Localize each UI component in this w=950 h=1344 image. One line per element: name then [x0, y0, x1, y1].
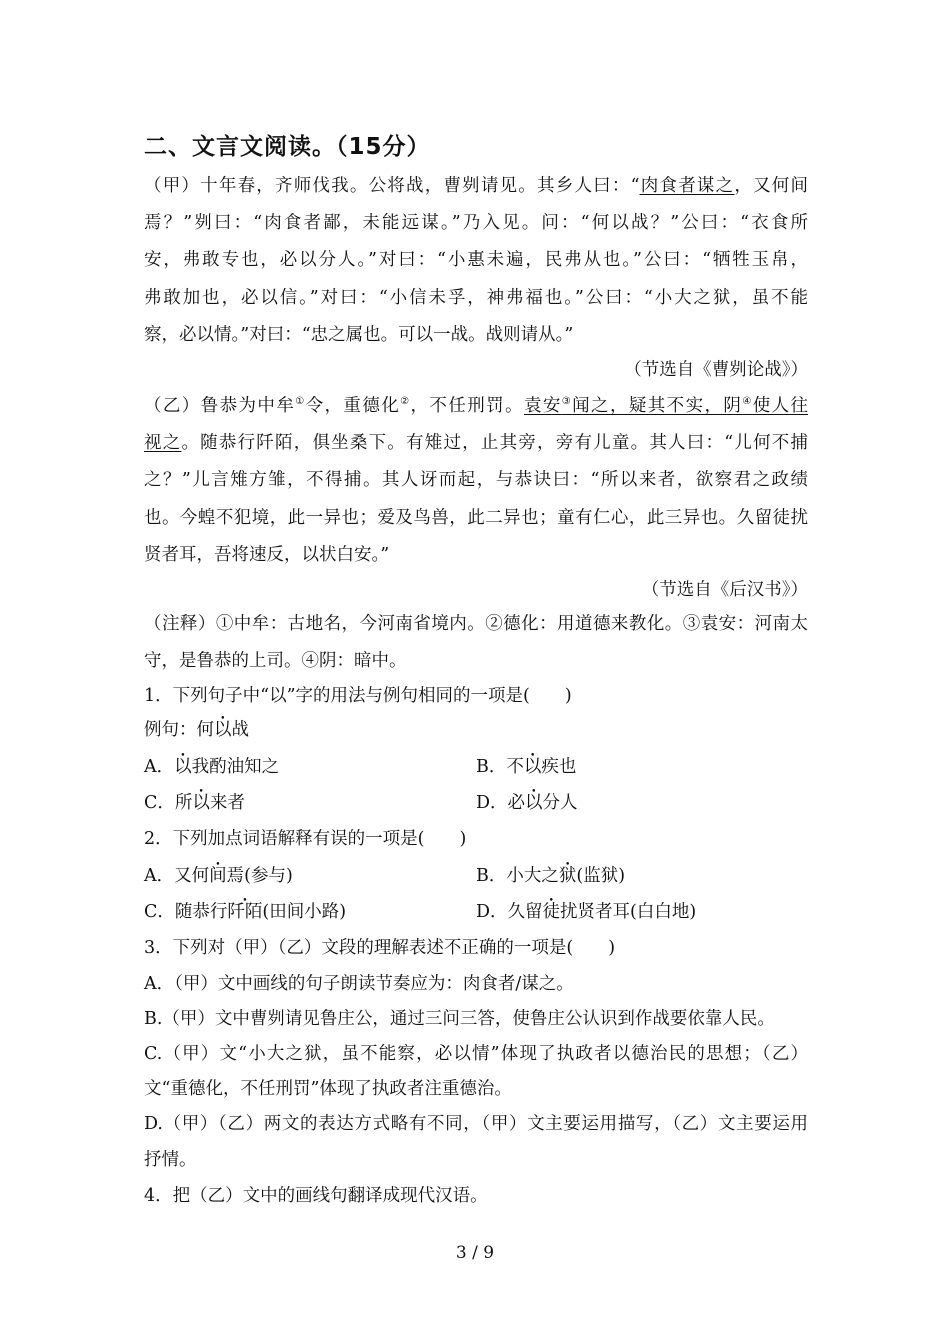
passage-a-line-1: （甲）十年春，齐师伐我。公将战，曹刿请见。其乡人曰：“肉食者谋之，又何间: [144, 176, 809, 196]
question-1-stem: 1．下列句子中“以”字的用法与例句相同的一项是( ): [144, 686, 572, 706]
option-2c: C．随恭行阡陌(田间小路): [144, 902, 347, 922]
option-3d-line-2: 抒情。: [144, 1150, 197, 1170]
question-4-stem: 4．把（乙）文中的画线句翻译成现代汉语。: [144, 1186, 488, 1206]
option-1a: A．以我酌油知之: [144, 757, 280, 777]
passage-a-line-3: 安，弗敢专也，必以分人。”对曰：“小惠未遍，民弗从也。”公曰：“牺牲玉帛，: [144, 250, 808, 270]
question-1-options-ab: [144, 753, 808, 778]
passage-a-line-5: 察，必以情。”对曰：“忠之属也。可以一战。战则请从。”: [144, 325, 574, 345]
question-3-stem: 3．下列对（甲）（乙）文段的理解表述不正确的一项是( ): [144, 938, 616, 958]
question-2-options-ab: [144, 862, 808, 887]
question-2-stem: 2．下列加点词语解释有误的一项是( ): [144, 829, 467, 849]
passage-a-source: （节选自《曹刿论战》）: [624, 360, 808, 380]
question-1-example: 例句：何以战: [144, 720, 249, 740]
passage-a-line-4: 弗敢加也，必以信。”对曰：“小信未孚，神弗福也。”公曰：“小大之狱，虽不能: [144, 288, 808, 308]
passage-a-line-2: 焉？”刿曰：“肉食者鄙，未能远谋。”乃入见。问：“何以战？”公曰：“衣食所: [144, 213, 808, 233]
passage-b-line-3: 之？”儿言雉方雏，不得捕。其人讶而起，与恭诀曰：“所以来者，欲察君之政绩: [144, 470, 808, 490]
section-heading: 二、文言文阅读。（15分）: [144, 134, 431, 160]
option-3c-line-2: 文“重德化，不任刑罚”体现了执政者注重德治。: [144, 1079, 512, 1099]
option-2a: A．又何间焉(参与): [144, 866, 293, 886]
passage-b-source: （节选自《后汉书》）: [641, 580, 808, 600]
underlined-sentence-b: 袁安③闻之，疑其不实，阴④使人往: [523, 396, 808, 416]
option-2b: B．小大之狱(监狱): [476, 866, 626, 886]
option-3b: B.（甲）文中曹刿请见鲁庄公，通过三问三答，使鲁庄公认识到作战要依靠人民。: [144, 1009, 775, 1029]
option-1d: D．必以分人: [476, 793, 578, 813]
page-number: 3 / 9: [455, 1243, 495, 1263]
notes-line-2: 守，是鲁恭的上司。④阴：暗中。: [144, 651, 407, 671]
notes-line-1: （注释）①中牟：古地名，今河南省境内。②德化：用道德来教化。③袁安：河南太: [144, 614, 808, 634]
passage-b-line-5: 贤者耳，吾将速反，以状白安。”: [144, 545, 390, 565]
passage-b-line-4: 也。今蝗不犯境，此一异也；爱及鸟兽，此二异也；童有仁心，此三异也。久留徒扰: [144, 508, 808, 528]
question-1-options-cd: [144, 789, 808, 814]
underlined-sentence-a: 肉食者谋之: [639, 176, 735, 196]
option-2d: D．久留徒扰贤者耳(白白地): [476, 902, 697, 922]
passage-b-line-1: （乙）鲁恭为中牟①令，重德化②，不任刑罚。袁安③闻之，疑其不实，阴④使人往: [144, 396, 808, 416]
option-3a: A．（甲）文中画线的句子朗读节奏应为：肉食者/谋之。: [144, 974, 574, 994]
option-3c-line-1: C.（甲）文“小大之狱，虽不能察，必以情”体现了执政者以德治民的思想；（乙）: [144, 1044, 808, 1064]
passage-b-line-2: 视之。随恭行阡陌，俱坐桑下。有雉过，止其旁，旁有儿童。其人曰：“儿何不捕: [144, 433, 808, 453]
option-1c: C．所以来者: [144, 793, 245, 813]
option-3d-line-1: D.（甲）（乙）两文的表达方式略有不同，（甲）文主要运用描写，（乙）文主要运用: [144, 1114, 808, 1134]
option-1b: B．不以疾也: [476, 757, 577, 777]
question-2-options-cd: [144, 898, 808, 923]
